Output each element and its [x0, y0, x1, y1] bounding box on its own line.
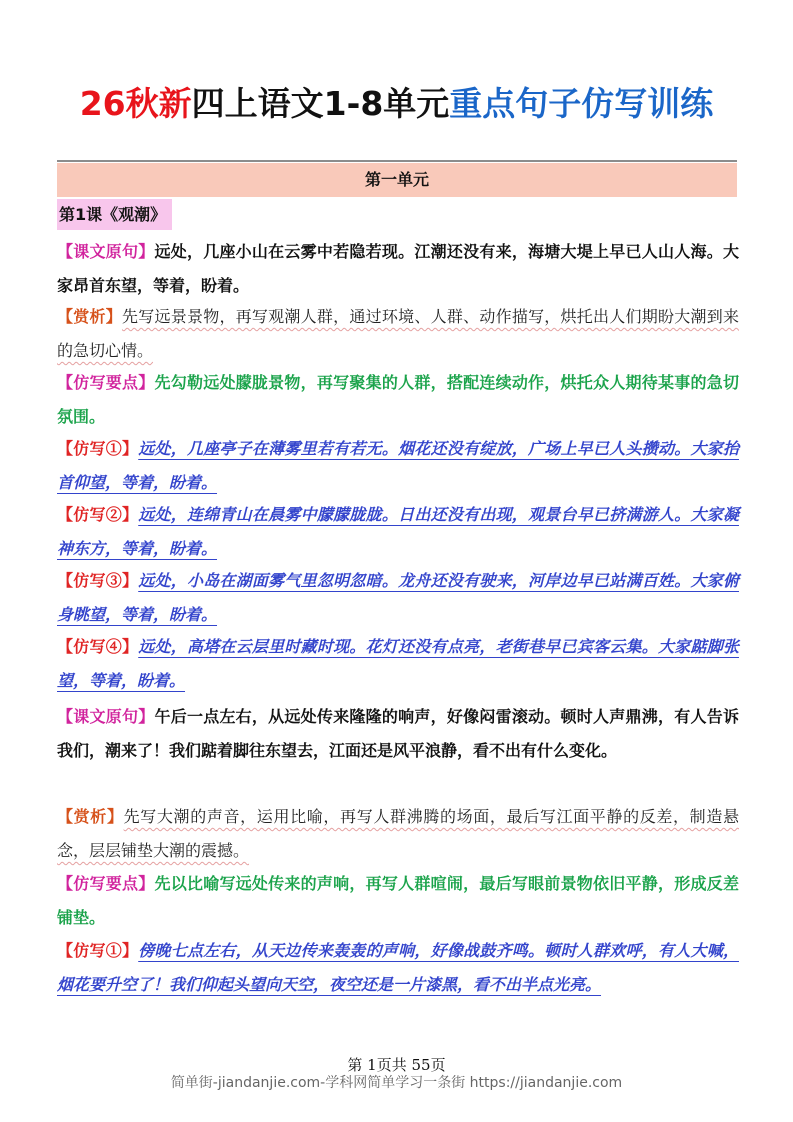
unit-header: 第一单元 — [57, 163, 737, 197]
imitation-5 — [57, 934, 739, 1002]
tag-original: 【课文原句】 — [57, 707, 155, 726]
original-sentence-2 — [57, 700, 739, 768]
imitation-text: 傍晚七点左右，从天边传来轰轰的声响，好像战鼓齐鸣。顿时人群欢呼，有人大喊，烟花要升空了！我们仰起头望向天空，夜空还是一片漆黑，看不出半点光亮。 — [57, 941, 739, 994]
key-points-1 — [57, 366, 739, 434]
tag-key-points: 【仿写要点】 — [57, 874, 155, 893]
title-part-black: 四上语文1-8单元 — [191, 84, 450, 123]
tag-analysis: 【赏析】 — [57, 307, 122, 326]
tag-imitation: 【仿写②】 — [57, 505, 139, 524]
title-part-red: 26秋新 — [79, 84, 192, 123]
analysis-2 — [57, 800, 739, 868]
key-points-text: 先勾勒远处朦胧景物，再写聚集的人群，搭配连续动作，烘托众人期待某事的急切氛围。 — [57, 373, 739, 426]
page-title — [0, 78, 793, 125]
tag-original: 【课文原句】 — [57, 242, 155, 261]
original-text: 午后一点左右，从远处传来隆隆的响声，好像闷雷滚动。顿时人声鼎沸，有人告诉我们，潮来了！我们踮着脚往东望去，江面还是风平浪静，看不出有什么变化。 — [57, 707, 739, 760]
tag-imitation: 【仿写③】 — [57, 571, 139, 590]
imitation-1 — [57, 432, 739, 500]
key-points-2 — [57, 867, 739, 935]
original-sentence-1 — [57, 235, 739, 303]
imitation-text: 远处，几座亭子在薄雾里若有若无。烟花还没有绽放，广场上早已人头攒动。大家抬首仰望，等着，盼着。 — [57, 439, 739, 492]
original-text: 远处，几座小山在云雾中若隐若现。江潮还没有来，海塘大堤上早已人山人海。大家昂首东望，等着，盼着。 — [57, 242, 739, 295]
lesson-title: 第1课《观潮》 — [57, 199, 172, 230]
site-footer: 简单街-jiandanjie.com-学科网简单学习一条街 https://jiandanjie.com — [170, 1075, 623, 1091]
tag-imitation: 【仿写④】 — [57, 637, 139, 656]
tag-analysis: 【赏析】 — [57, 807, 124, 826]
imitation-text: 远处，小岛在湖面雾气里忽明忽暗。龙舟还没有驶来，河岸边早已站满百姓。大家俯身眺望，等着，盼着。 — [57, 571, 739, 624]
title-part-blue: 重点句子仿写训练 — [449, 84, 714, 123]
imitation-4 — [57, 630, 739, 698]
imitation-text: 远处，高塔在云层里时藏时现。花灯还没有点亮，老街巷早已宾客云集。大家踮脚张望，等着，盼着。 — [57, 637, 739, 690]
tag-imitation: 【仿写①】 — [57, 941, 139, 960]
analysis-1 — [57, 300, 739, 368]
imitation-2 — [57, 498, 739, 566]
tag-imitation: 【仿写①】 — [57, 439, 139, 458]
key-points-text: 先以比喻写远处传来的声响，再写人群喧闹，最后写眼前景物依旧平静，形成反差铺垫。 — [57, 874, 739, 927]
imitation-3 — [57, 564, 739, 632]
header-divider — [57, 160, 737, 162]
analysis-text: 先写大潮的声音，运用比喻，再写人群沸腾的场面，最后写江面平静的反差，制造悬念，层层铺垫大潮的震撼。 — [57, 807, 739, 860]
page-number: 第 1页共 55页 — [347, 1056, 446, 1074]
tag-key-points: 【仿写要点】 — [57, 373, 155, 392]
analysis-text: 先写远景景物，再写观潮人群，通过环境、人群、动作描写，烘托出人们期盼大潮到来的急切心情。 — [57, 307, 739, 360]
imitation-text: 远处，连绵青山在晨雾中朦朦胧胧。日出还没有出现，观景台早已挤满游人。大家凝神东方，等着，盼着。 — [57, 505, 739, 558]
